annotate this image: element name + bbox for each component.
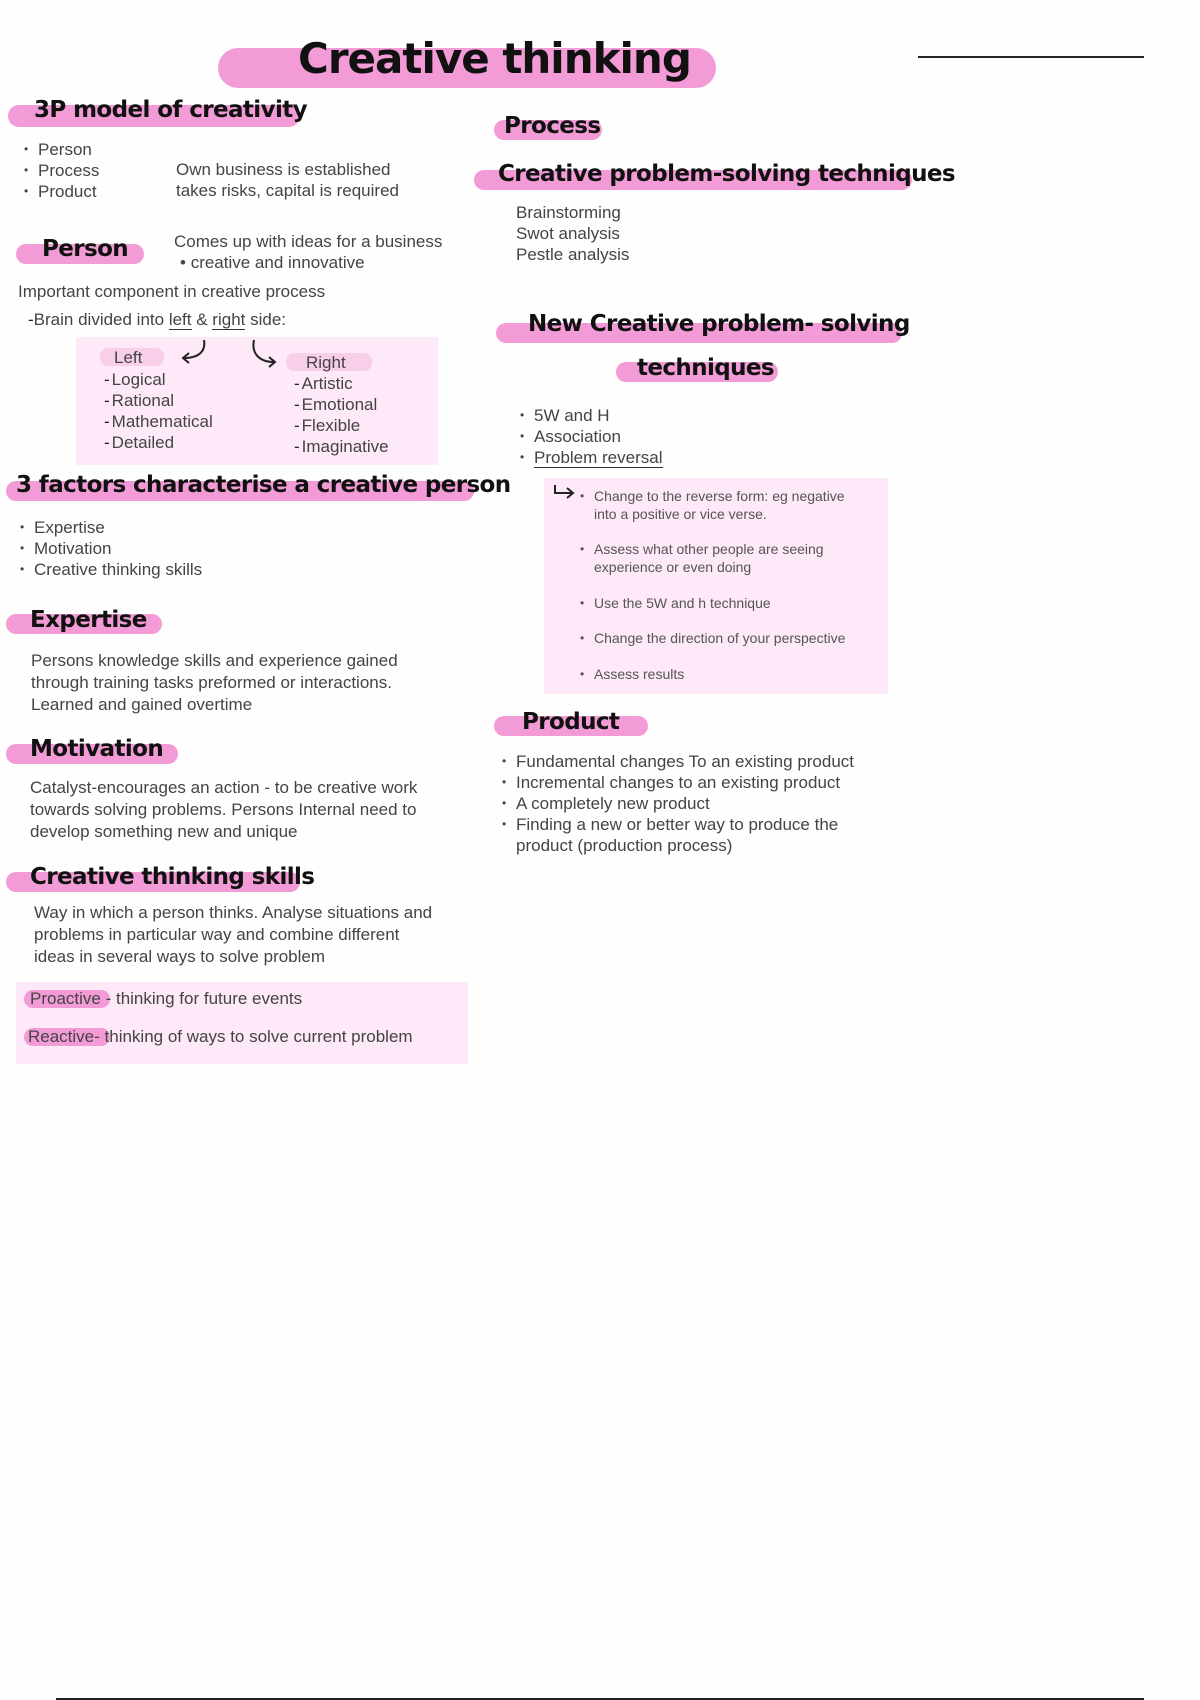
skills-heading: Creative thinking skills [30,864,315,890]
left-arrow-icon [176,338,210,366]
brain-left-word: left [168,310,192,329]
expertise-heading: Expertise [30,607,147,633]
expertise-line: Persons knowledge skills and experience gained [31,651,398,670]
person-heading: Person [42,236,129,262]
person-side-note [174,231,442,273]
cps-heading: Creative problem-solving techniques [498,161,955,187]
proactive-label: Proactive [30,989,101,1008]
factors-list [20,517,202,580]
model-item: • Product [24,181,99,202]
motivation-text [30,777,417,843]
right-item: - Emotional [294,394,389,415]
brain-right-word: right [212,310,246,329]
cps-item: Swot analysis [516,224,620,243]
right-item: - Imaginative [294,436,389,457]
reversal-note: • Assess what other people are seeing experience or even doing [580,540,824,576]
reversal-note: • Assess results [580,665,684,683]
model-item: • Person [24,139,99,160]
left-list [104,369,213,453]
reactive-line [28,1026,413,1047]
process-heading: Process [504,113,601,139]
proactive-text: - thinking for future events [100,989,303,1008]
skills-line: ideas in several ways to solve problem [34,947,326,966]
skills-text [34,902,432,968]
problem-reversal-text: Problem reversal [534,448,663,467]
right-arrow-icon [248,338,282,370]
right-label: Right [306,353,346,372]
model-note-line: takes risks, capital is required [176,181,399,200]
right-item: - Artistic [294,373,389,394]
left-label: Left [114,348,143,367]
brain-line: -Brain divided into left & right side: [28,310,287,329]
product-list [502,751,854,856]
reactive-label: Reactive [28,1027,95,1046]
expertise-line: through training tasks preformed or interactions. [31,673,392,692]
model-item: • Process [24,160,99,181]
product-item: • Fundamental changes To an existing product [502,751,854,772]
expertise-line: Learned and gained overtime [31,695,253,714]
left-item: - Detailed [104,432,213,453]
expertise-text [31,650,398,716]
reversal-note: • Change to the reverse form: eg negative into a positive or vice verse. [580,487,845,523]
person-side-note-line: Comes up with ideas for a business [174,232,443,251]
skills-line: problems in particular way and combine different [34,925,400,944]
new-cps-item [520,447,663,468]
new-cps-heading-line2: techniques [637,355,774,381]
motivation-line: develop something new and unique [30,822,298,841]
factors-item: • Expertise [20,517,202,538]
right-list [294,373,389,457]
product-item: • A completely new product [502,793,854,814]
motivation-line: towards solving problems. Persons Internal need to [30,800,417,819]
model-note-line: Own business is established [176,160,391,179]
right-item: - Flexible [294,415,389,436]
model-heading: 3P model of creativity [34,97,308,123]
person-line1: Important component in creative process [18,282,326,301]
new-cps-item: • Association [520,426,663,447]
left-item: - Logical [104,369,213,390]
reactive-text: - thinking of ways to solve current problem [94,1027,413,1046]
left-item: - Rational [104,390,213,411]
new-cps-heading-line1: New Creative problem- solving [528,311,910,337]
bottom-rule [56,1698,1144,1700]
top-rule [918,56,1144,58]
model-note [176,159,399,201]
factors-heading: 3 factors characterise a creative person [16,472,511,498]
product-item: • Finding a new or better way to produce the product (production process) [502,814,854,856]
cps-item: Brainstorming [516,203,621,222]
corner-arrow-icon [552,484,578,500]
page-title: Creative thinking [298,34,691,83]
product-item: • Incremental changes to an existing product [502,772,854,793]
skills-line: Way in which a person thinks. Analyse situations and [34,903,433,922]
left-item: - Mathematical [104,411,213,432]
reversal-note: • Change the direction of your perspective [580,629,845,647]
new-cps-list [520,405,663,468]
cps-list [516,202,629,265]
model-list [24,139,99,202]
factors-item: • Motivation [20,538,202,559]
motivation-line: Catalyst-encourages an action - to be creative work [30,778,418,797]
cps-item: Pestle analysis [516,245,630,264]
proactive-line [30,988,302,1009]
motivation-heading: Motivation [30,736,164,762]
product-heading: Product [522,709,620,735]
new-cps-item: • 5W and H [520,405,663,426]
factors-item: • Creative thinking skills [20,559,202,580]
person-side-bullet: • creative and innovative [180,253,365,272]
reversal-note: • Use the 5W and h technique [580,594,771,612]
